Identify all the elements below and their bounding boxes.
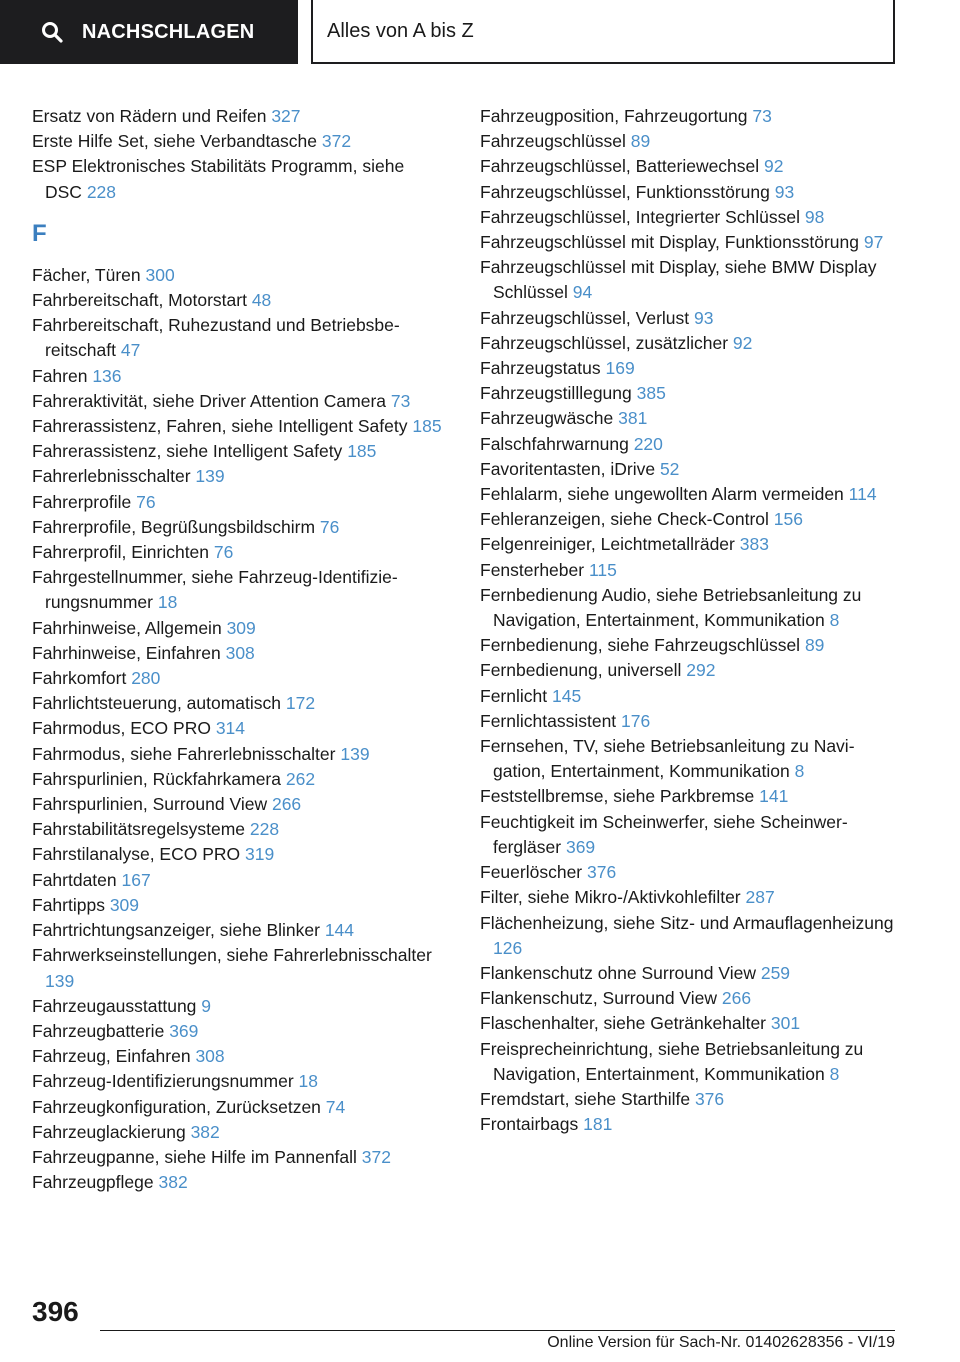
index-entry-text: Fahrerprofile — [32, 491, 132, 512]
page-reference-link[interactable]: 228 — [86, 181, 117, 202]
index-entry — [480, 583, 900, 633]
page-reference-link[interactable]: 76 — [319, 516, 340, 537]
page-reference-link[interactable]: 309 — [109, 894, 140, 915]
tab-alles-von-a-bis-z[interactable]: Alles von A bis Z — [311, 0, 895, 64]
page-reference-link[interactable]: 176 — [621, 710, 651, 731]
index-entry-text: Fahrspurlinien, Rückfahrkamera — [32, 768, 281, 789]
index-entry-text: Fernlicht — [480, 685, 548, 706]
page-reference-link[interactable]: 141 — [759, 786, 789, 807]
page-reference-link[interactable]: 376 — [694, 1088, 725, 1109]
index-entry-text: Fehlalarm, siehe ungewollten Alarm vermeiden — [480, 484, 844, 505]
page-reference-link[interactable]: 181 — [583, 1114, 613, 1135]
page-reference-link[interactable]: 18 — [298, 1071, 318, 1092]
page-reference-link[interactable]: 136 — [92, 365, 122, 386]
index-entry-text: Fahrtdaten — [32, 869, 117, 890]
index-entry-text: Fahrlichtsteuerung, automatisch — [32, 693, 282, 714]
index-entry — [480, 532, 900, 557]
index-entry — [32, 641, 442, 666]
index-entry — [480, 180, 900, 205]
index-entry-text: Erste Hilfe Set, siehe Verbandtasche — [32, 131, 318, 152]
index-entry — [480, 810, 900, 860]
index-entry-text: Fahrzeug-Identifizierungsnummer — [32, 1071, 294, 1092]
page-reference-link[interactable]: 385 — [636, 383, 666, 404]
index-entry-text: Fahren — [32, 365, 88, 386]
index-entry — [480, 482, 900, 507]
index-entry — [32, 767, 442, 792]
index-entry-text: Fahrhinweise, Einfahren — [32, 642, 221, 663]
index-entry-text: Frontairbags — [480, 1114, 579, 1135]
page-reference-link[interactable]: 372 — [361, 1146, 391, 1167]
page-reference-link[interactable]: 93 — [694, 307, 714, 328]
index-entry-text: Fahrgestellnummer, siehe Fahrzeug-Identifizierungsnummer — [32, 567, 398, 613]
tab-nachschlagen-label: NACHSCHLAGEN — [82, 20, 255, 43]
index-entry-text: Fahreraktivität, siehe Driver Attention Camera — [32, 390, 387, 411]
tab-nachschlagen[interactable] — [0, 0, 298, 64]
page-reference-link[interactable]: 98 — [804, 206, 825, 227]
index-entry — [480, 784, 900, 809]
page-reference-link[interactable]: 145 — [551, 685, 582, 706]
index-entry — [480, 356, 900, 381]
page-reference-link[interactable]: 114 — [848, 484, 877, 505]
index-entry — [32, 893, 442, 918]
index-entry — [480, 129, 900, 154]
index-entry — [32, 288, 442, 313]
index-entry — [480, 331, 900, 356]
index-entry — [480, 911, 900, 961]
index-entry-text: Fahrzeugschlüssel, Integrierter Schlüssel — [480, 206, 801, 227]
index-entry-text: Fahrzeugschlüssel — [480, 131, 626, 152]
index-entry — [480, 633, 900, 658]
index-entry-text: Fernbedienung, siehe Fahrzeugschlüssel — [480, 635, 801, 656]
index-entry-text: Fahrbereitschaft, Motorstart — [32, 290, 247, 311]
page-reference-link[interactable]: 327 — [271, 106, 301, 126]
index-entry-text: Fahrbereitschaft, Ruhezustand und Betriebsbereitschaft — [32, 315, 400, 361]
index-entry — [32, 842, 442, 867]
index-entry-text: Fahrwerkseinstellungen, siehe Fahrerlebnisschalter — [32, 945, 432, 966]
index-entry-text: Flaschenhalter, siehe Getränkehalter — [480, 1013, 766, 1034]
index-entry-text: Fahrzeugkonfiguration, Zurücksetzen — [32, 1096, 321, 1117]
page-reference-link[interactable]: 144 — [324, 920, 355, 941]
index-entry — [32, 716, 442, 741]
index-entry — [480, 457, 900, 482]
index-entry-text: Fahrzeuglackierung — [32, 1121, 186, 1142]
index-entry — [480, 507, 900, 532]
index-entry-text: Fahrzeugwäsche — [480, 408, 614, 429]
index-entry — [32, 515, 442, 540]
index-entry — [480, 1112, 900, 1137]
index-entry-text: Fahrstilanalyse, ECO PRO — [32, 844, 241, 865]
index-entry-text: Fächer, Türen — [32, 264, 141, 285]
index-entry — [480, 104, 900, 129]
index-entry — [480, 658, 900, 683]
index-entry — [32, 490, 442, 515]
index-entry — [32, 994, 442, 1019]
index-entry-text: Fahrzeugausstattung — [32, 995, 197, 1016]
index-entry — [480, 860, 900, 885]
index-entry — [480, 709, 900, 734]
page-reference-link[interactable]: 73 — [752, 106, 772, 126]
index-entry — [480, 986, 900, 1011]
index-entry-text: Fernsehen, TV, siehe Betriebsanleitung zu Navigation, Entertainment, Kommunikation — [480, 736, 855, 782]
index-entry-text: Fensterheber — [480, 559, 585, 580]
index-entry — [480, 558, 900, 583]
index-entry-text: Fahrtipps — [32, 894, 105, 915]
index-entry — [32, 414, 442, 439]
footer-divider — [100, 1330, 895, 1331]
page-reference-link[interactable]: 172 — [285, 693, 316, 714]
index-entry — [480, 961, 900, 986]
page-reference-link[interactable]: 93 — [774, 181, 795, 202]
index-column-right — [480, 104, 900, 1137]
index-entry-text: Fahrzeugposition, Fahrzeugortung — [480, 106, 748, 126]
index-entry-text: Felgenreiniger, Leichtmetallräder — [480, 534, 735, 555]
index-entry-text: Flankenschutz, Surround View — [480, 988, 718, 1009]
index-entry — [32, 104, 442, 129]
page-reference-link[interactable]: 301 — [770, 1013, 801, 1034]
index-entry — [32, 129, 442, 154]
index-entry — [32, 1170, 442, 1195]
index-entry-text: Fernlichtassistent — [480, 710, 617, 731]
index-entry — [480, 406, 900, 431]
page-reference-link[interactable]: 9 — [201, 995, 212, 1016]
index-entry — [32, 154, 442, 204]
index-entry-text: Fahrkomfort — [32, 668, 127, 689]
page-reference-link[interactable]: 139 — [340, 743, 370, 764]
index-entry — [480, 1087, 900, 1112]
top-navigation — [0, 0, 960, 66]
index-entry — [32, 817, 442, 842]
index-entry — [32, 565, 442, 615]
page-reference-link[interactable]: 308 — [225, 642, 255, 663]
page-reference-link[interactable]: 292 — [686, 660, 716, 681]
index-entry — [32, 1069, 442, 1094]
index-entry-text: ESP Elektronisches Stabilitäts Programm, siehe DSC — [32, 156, 405, 202]
index-entry — [480, 885, 900, 910]
page-reference-link[interactable]: 382 — [158, 1172, 188, 1193]
page-reference-link[interactable]: 262 — [285, 768, 316, 789]
index-entry-text: Fahrerassistenz, siehe Intelligent Safety — [32, 441, 343, 462]
index-entry-text: Fremdstart, siehe Starthilfe — [480, 1088, 691, 1109]
index-entry-text: Fahrerprofile, Begrüßungsbildschirm — [32, 516, 316, 537]
index-entry-text: Filter, siehe Mikro-/Aktivkohlefilter — [480, 887, 741, 908]
index-entry-text: Fernbedienung, universell — [480, 660, 682, 681]
search-icon — [40, 20, 64, 44]
page-reference-link[interactable]: 383 — [739, 534, 769, 555]
page-reference-link[interactable]: 92 — [732, 332, 753, 353]
index-entry-text: Fahrzeugschlüssel, zusätzlicher — [480, 332, 729, 353]
index-entry — [480, 255, 900, 305]
index-entry — [480, 1011, 900, 1036]
index-entry-text: Fahrerlebnisschalter — [32, 466, 191, 487]
index-entry — [32, 666, 442, 691]
index-entry — [32, 439, 442, 464]
page-reference-link[interactable]: 89 — [804, 635, 825, 656]
index-entry-text: Fahrzeugstatus — [480, 358, 601, 379]
index-entry-text: Fehleranzeigen, siehe Check-Control — [480, 509, 769, 530]
index-entry-text: Fahrzeug, Einfahren — [32, 1046, 191, 1067]
index-entry — [480, 154, 900, 179]
index-entry-text: Feuerlöscher — [480, 862, 583, 883]
page-reference-link[interactable]: 169 — [605, 358, 635, 379]
page-reference-link[interactable]: 167 — [121, 869, 151, 890]
index-entry — [32, 263, 442, 288]
page-reference-link[interactable]: 97 — [863, 232, 884, 253]
index-entry — [32, 1044, 442, 1069]
online-version-note: Online Version für Sach-Nr. 01402628356 - VI/19 — [547, 1334, 895, 1351]
page-reference-link[interactable]: 308 — [195, 1046, 225, 1067]
index-entry — [32, 364, 442, 389]
page-reference-link[interactable]: 89 — [630, 131, 651, 152]
page-reference-link[interactable]: 115 — [588, 559, 617, 580]
page-reference-link[interactable]: 266 — [271, 794, 302, 815]
page-reference-link[interactable]: 280 — [131, 668, 161, 689]
index-entry-text: Fahrspurlinien, Surround View — [32, 794, 268, 815]
page-reference-link[interactable]: 73 — [390, 390, 411, 411]
index-entry-text: Fahrzeugschlüssel mit Display, Funktionsstörung — [480, 232, 860, 253]
page-reference-link[interactable]: 369 — [565, 836, 596, 857]
index-entry — [480, 205, 900, 230]
index-entry-text: Fahrtrichtungsanzeiger, siehe Blinker — [32, 920, 320, 941]
page-reference-link[interactable]: 94 — [572, 282, 593, 303]
index-entry-text: Fahrzeugschlüssel, Funktionsstörung — [480, 181, 770, 202]
index-entry — [32, 868, 442, 893]
page-reference-link[interactable]: 139 — [45, 970, 75, 991]
index-entry-text: Fahrzeugpanne, siehe Hilfe im Pannenfall — [32, 1146, 357, 1167]
page-number: 396 — [32, 1296, 79, 1327]
index-entry — [480, 432, 900, 457]
page-reference-link[interactable]: 369 — [169, 1020, 199, 1041]
index-entry — [32, 943, 442, 993]
page-reference-link[interactable]: 8 — [794, 761, 805, 782]
index-entry-text: Fahrmodus, ECO PRO — [32, 718, 211, 739]
index-entry — [480, 734, 900, 784]
index-entry-text: Favoritentasten, iDrive — [480, 458, 656, 479]
page-reference-link[interactable]: 376 — [587, 862, 617, 883]
index-entry-text: Feuchtigkeit im Scheinwerfer, siehe Scheinwerfergläser — [480, 811, 848, 857]
page-reference-link[interactable]: 309 — [226, 617, 256, 638]
page-reference-link[interactable]: 76 — [136, 491, 156, 512]
page-reference-link[interactable]: 74 — [325, 1096, 346, 1117]
index-entry-text: Fahrerprofil, Einrichten — [32, 542, 210, 563]
index-entry — [32, 616, 442, 641]
page-reference-link[interactable]: 266 — [721, 988, 752, 1009]
index-entry-text: Fahrerassistenz, Fahren, siehe Intelligent Safety — [32, 416, 408, 437]
index-entry — [480, 684, 900, 709]
index-entry-text: Fahrzeugpflege — [32, 1172, 154, 1193]
page-reference-link[interactable]: 372 — [321, 131, 352, 152]
page-reference-link[interactable]: 319 — [245, 844, 275, 865]
page-reference-link[interactable]: 76 — [213, 542, 234, 563]
index-entry-text: Fahrzeugbatterie — [32, 1020, 165, 1041]
page-reference-link[interactable]: 48 — [251, 290, 272, 311]
index-entry — [32, 389, 442, 414]
page-reference-link[interactable]: 185 — [347, 441, 377, 462]
index-entry-text: Fernbedienung Audio, siehe Betriebsanleitung zu Navigation, Entertainment, Kommunikation — [480, 584, 862, 631]
index-entry — [32, 792, 442, 817]
index-entry-text: Fahrzeugschlüssel, Verlust — [480, 307, 690, 328]
index-entry — [32, 918, 442, 943]
index-entry-text: Freisprecheinrichtung, siehe Betriebsanleitung zu Navigation, Entertainment, Kommunikation — [480, 1038, 864, 1084]
index-letter-heading: F — [32, 219, 47, 247]
index-entry — [480, 306, 900, 331]
index-entry-text: Fahrhinweise, Allgemein — [32, 617, 222, 638]
page-reference-link[interactable]: 185 — [412, 416, 442, 437]
index-entry-text: Fahrzeugschlüssel mit Display, siehe BMW Display Schlüssel — [480, 257, 877, 303]
index-entry — [32, 1145, 442, 1170]
index-entry-text: Ersatz von Rädern und Reifen — [32, 106, 267, 126]
page-reference-link[interactable]: 381 — [618, 408, 648, 429]
index-entry — [480, 1037, 900, 1087]
index-entry — [480, 381, 900, 406]
index-column-left — [32, 104, 442, 1195]
page-reference-link[interactable]: 18 — [157, 592, 178, 613]
index-entry-text: Fahrzeugstilllegung — [480, 383, 632, 404]
page-reference-link[interactable]: 220 — [633, 433, 663, 454]
index-entry — [480, 230, 900, 255]
page-reference-link[interactable]: 287 — [745, 887, 775, 908]
page-reference-link[interactable]: 92 — [764, 156, 784, 177]
page-reference-link[interactable]: 8 — [829, 1063, 840, 1084]
index-entry — [32, 464, 442, 489]
index-entry — [32, 313, 442, 363]
index-entry-text: Fahrstabilitätsregelsysteme — [32, 819, 245, 840]
page-reference-link[interactable]: 382 — [190, 1121, 220, 1142]
page-reference-link[interactable]: 300 — [145, 264, 175, 285]
index-entry — [32, 1095, 442, 1120]
page-reference-link[interactable]: 139 — [195, 466, 225, 487]
page-reference-link[interactable]: 228 — [249, 819, 280, 840]
page-reference-link[interactable]: 126 — [493, 937, 523, 958]
page-reference-link[interactable]: 259 — [760, 962, 791, 983]
index-entry-text: Fahrzeugschlüssel, Batteriewechsel — [480, 156, 760, 177]
index-entry-text: Falschfahrwarnung — [480, 433, 629, 454]
index-entry-text: Flächenheizung, siehe Sitz- und Armauflagenheizung — [480, 912, 894, 933]
index-entry — [32, 1120, 442, 1145]
index-entry-text: Feststellbremse, siehe Parkbremse — [480, 786, 755, 807]
index-entry-text: Flankenschutz ohne Surround View — [480, 962, 756, 983]
page-reference-link[interactable]: 52 — [659, 458, 680, 479]
page-reference-link[interactable]: 47 — [120, 340, 141, 361]
index-entry-text: Fahrmodus, siehe Fahrerlebnisschalter — [32, 743, 336, 764]
page-reference-link[interactable]: 314 — [215, 718, 246, 739]
index-entry — [32, 1019, 442, 1044]
page-reference-link[interactable]: 8 — [829, 610, 840, 631]
index-entry — [32, 691, 442, 716]
index-entry — [32, 540, 442, 565]
page-reference-link[interactable]: 156 — [773, 509, 803, 530]
index-entry — [32, 742, 442, 767]
